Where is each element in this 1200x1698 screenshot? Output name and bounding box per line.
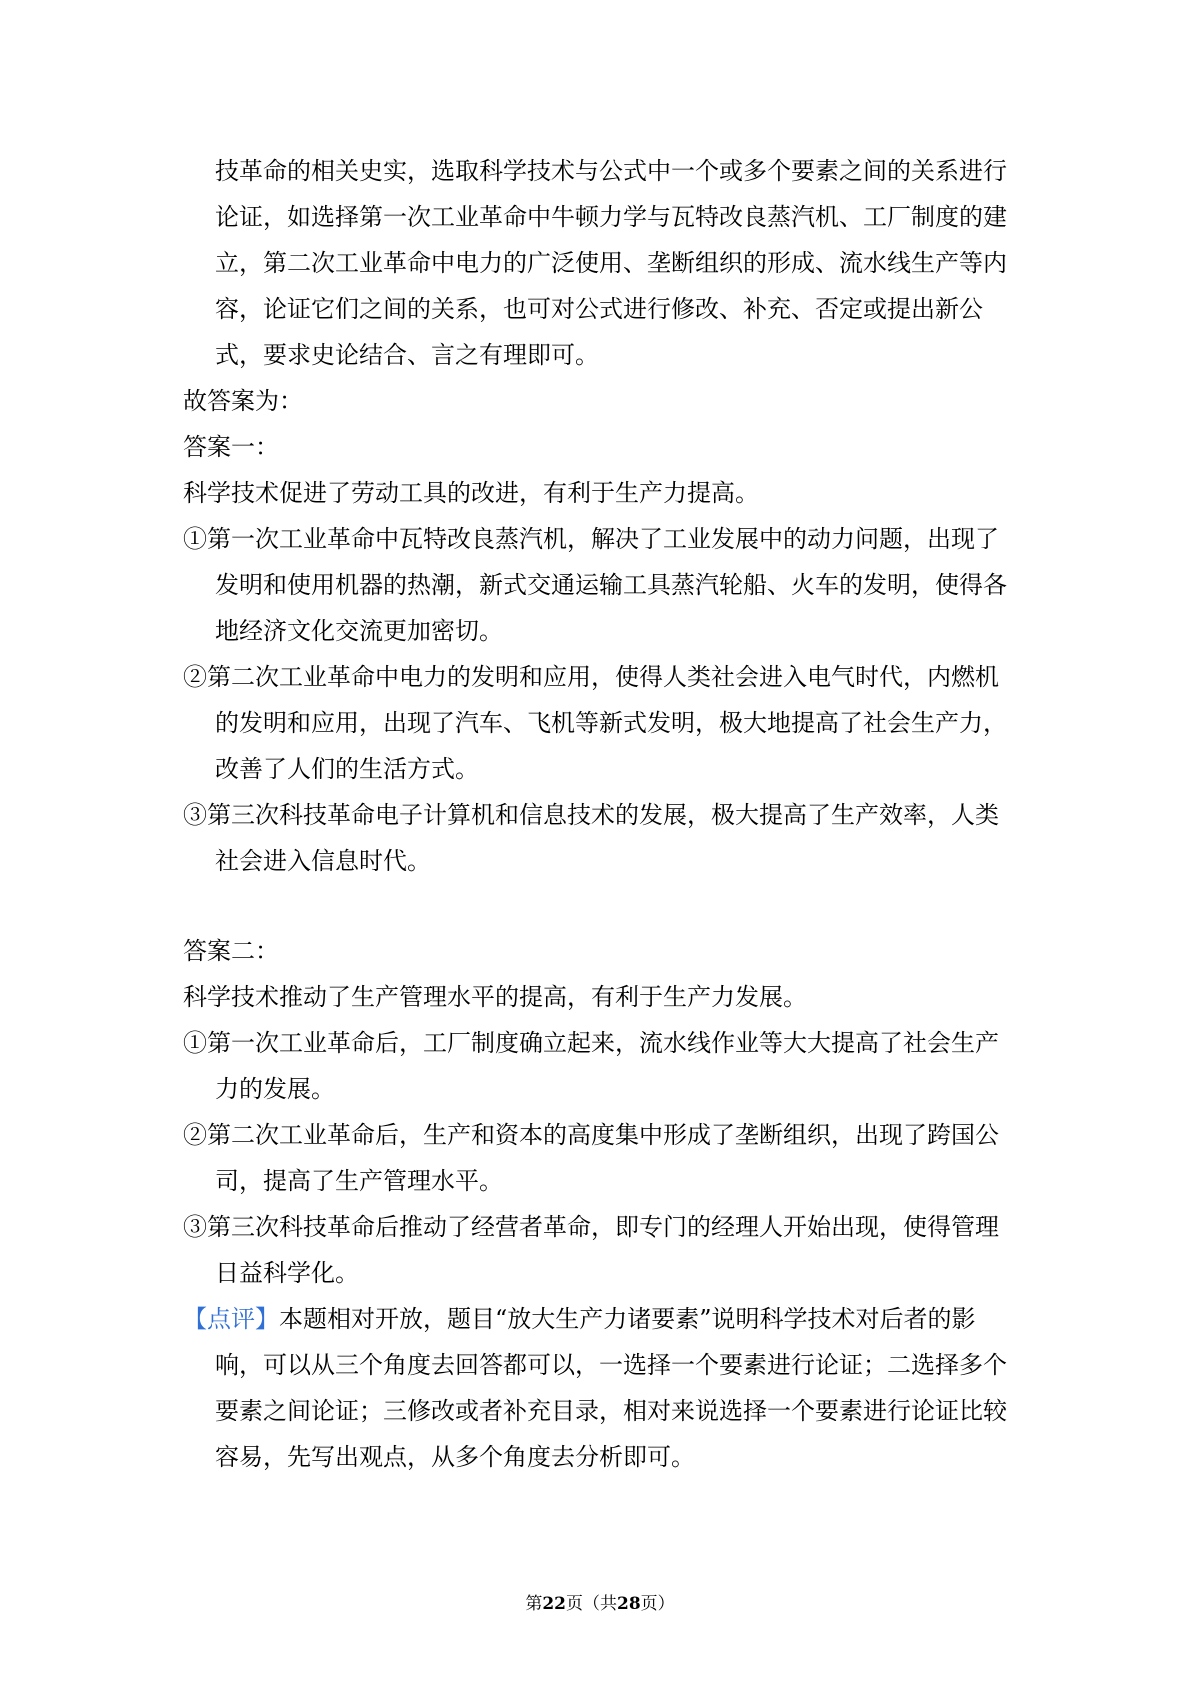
- answer-one-point-3: [183, 792, 1025, 884]
- footer-page-number: 22: [542, 1594, 566, 1614]
- review-section: [183, 1296, 1025, 1480]
- answer-one-point-1: [183, 516, 1025, 654]
- intro-line: 容，论证它们之间的关系，也可对公式进行修改、补充、否定或提出新公: [215, 295, 983, 323]
- review-line: 响，可以从三个角度去回答都可以，一选择一个要素进行论证；二选择多个: [215, 1351, 1007, 1379]
- review-label: 【点评】: [183, 1305, 279, 1333]
- answer-two-thesis: 科学技术推动了生产管理水平的提高，有利于生产力发展。: [183, 983, 807, 1011]
- point-line: ②第二次工业革命后，生产和资本的高度集中形成了垄断组织，出现了跨国公: [183, 1121, 999, 1149]
- answer-intro: 故答案为：: [183, 387, 303, 415]
- page-content: [183, 148, 1025, 1480]
- review-line: 要素之间论证；三修改或者补充目录，相对来说选择一个要素进行论证比较: [215, 1397, 1007, 1425]
- point-line: 地经济文化交流更加密切。: [215, 617, 503, 645]
- point-line: 日益科学化。: [215, 1259, 359, 1287]
- footer-suffix: 页）: [640, 1594, 675, 1614]
- intro-line: 技革命的相关史实，选取科学技术与公式中一个或多个要素之间的关系进行: [215, 157, 1007, 185]
- answer-two-heading: 答案二：: [183, 937, 279, 965]
- review-first-line: [183, 1296, 1025, 1342]
- intro-line: 立，第二次工业革命中电力的广泛使用、垄断组织的形成、流水线生产等内: [215, 249, 1007, 277]
- point-line: ③第三次科技革命后推动了经营者革命，即专门的经理人开始出现，使得管理: [183, 1213, 999, 1241]
- point-line: 力的发展。: [215, 1075, 335, 1103]
- intro-paragraph: [183, 148, 1025, 378]
- page-footer: [0, 1592, 1200, 1616]
- point-line: ①第一次工业革命中瓦特改良蒸汽机，解决了工业发展中的动力问题，出现了: [183, 525, 999, 553]
- point-line: ③第三次科技革命电子计算机和信息技术的发展，极大提高了生产效率，人类: [183, 801, 999, 829]
- answer-one-heading: 答案一：: [183, 433, 279, 461]
- answer-one-thesis: 科学技术促进了劳动工具的改进，有利于生产力提高。: [183, 479, 759, 507]
- intro-line: 式，要求史论结合、言之有理即可。: [215, 341, 599, 369]
- point-line: ①第一次工业革命后，工厂制度确立起来，流水线作业等大大提高了社会生产: [183, 1029, 999, 1057]
- intro-line: 论证，如选择第一次工业革命中牛顿力学与瓦特改良蒸汽机、工厂制度的建: [215, 203, 1007, 231]
- point-line: 社会进入信息时代。: [215, 847, 431, 875]
- footer-total-pages: 28: [617, 1594, 641, 1614]
- answer-two-point-1: [183, 1020, 1025, 1112]
- point-line: 改善了人们的生活方式。: [215, 755, 479, 783]
- footer-middle: 页（共: [566, 1594, 617, 1614]
- answer-two-point-3: [183, 1204, 1025, 1296]
- answer-one-point-2: [183, 654, 1025, 792]
- footer-prefix: 第: [525, 1594, 543, 1614]
- answer-two-section: [183, 928, 1025, 1296]
- point-line: ②第二次工业革命中电力的发明和应用，使得人类社会进入电气时代，内燃机: [183, 663, 999, 691]
- review-text: 本题相对开放，题目“放大生产力诸要素”说明科学技术对后者的影: [279, 1305, 976, 1333]
- section-gap: [183, 884, 1025, 928]
- answer-two-point-2: [183, 1112, 1025, 1204]
- point-line: 司，提高了生产管理水平。: [215, 1167, 503, 1195]
- point-line: 发明和使用机器的热潮，新式交通运输工具蒸汽轮船、火车的发明，使得各: [215, 571, 1007, 599]
- answer-one-section: [183, 424, 1025, 884]
- point-line: 的发明和应用，出现了汽车、飞机等新式发明，极大地提高了社会生产力，: [215, 709, 1007, 737]
- review-line: 容易，先写出观点，从多个角度去分析即可。: [215, 1443, 695, 1471]
